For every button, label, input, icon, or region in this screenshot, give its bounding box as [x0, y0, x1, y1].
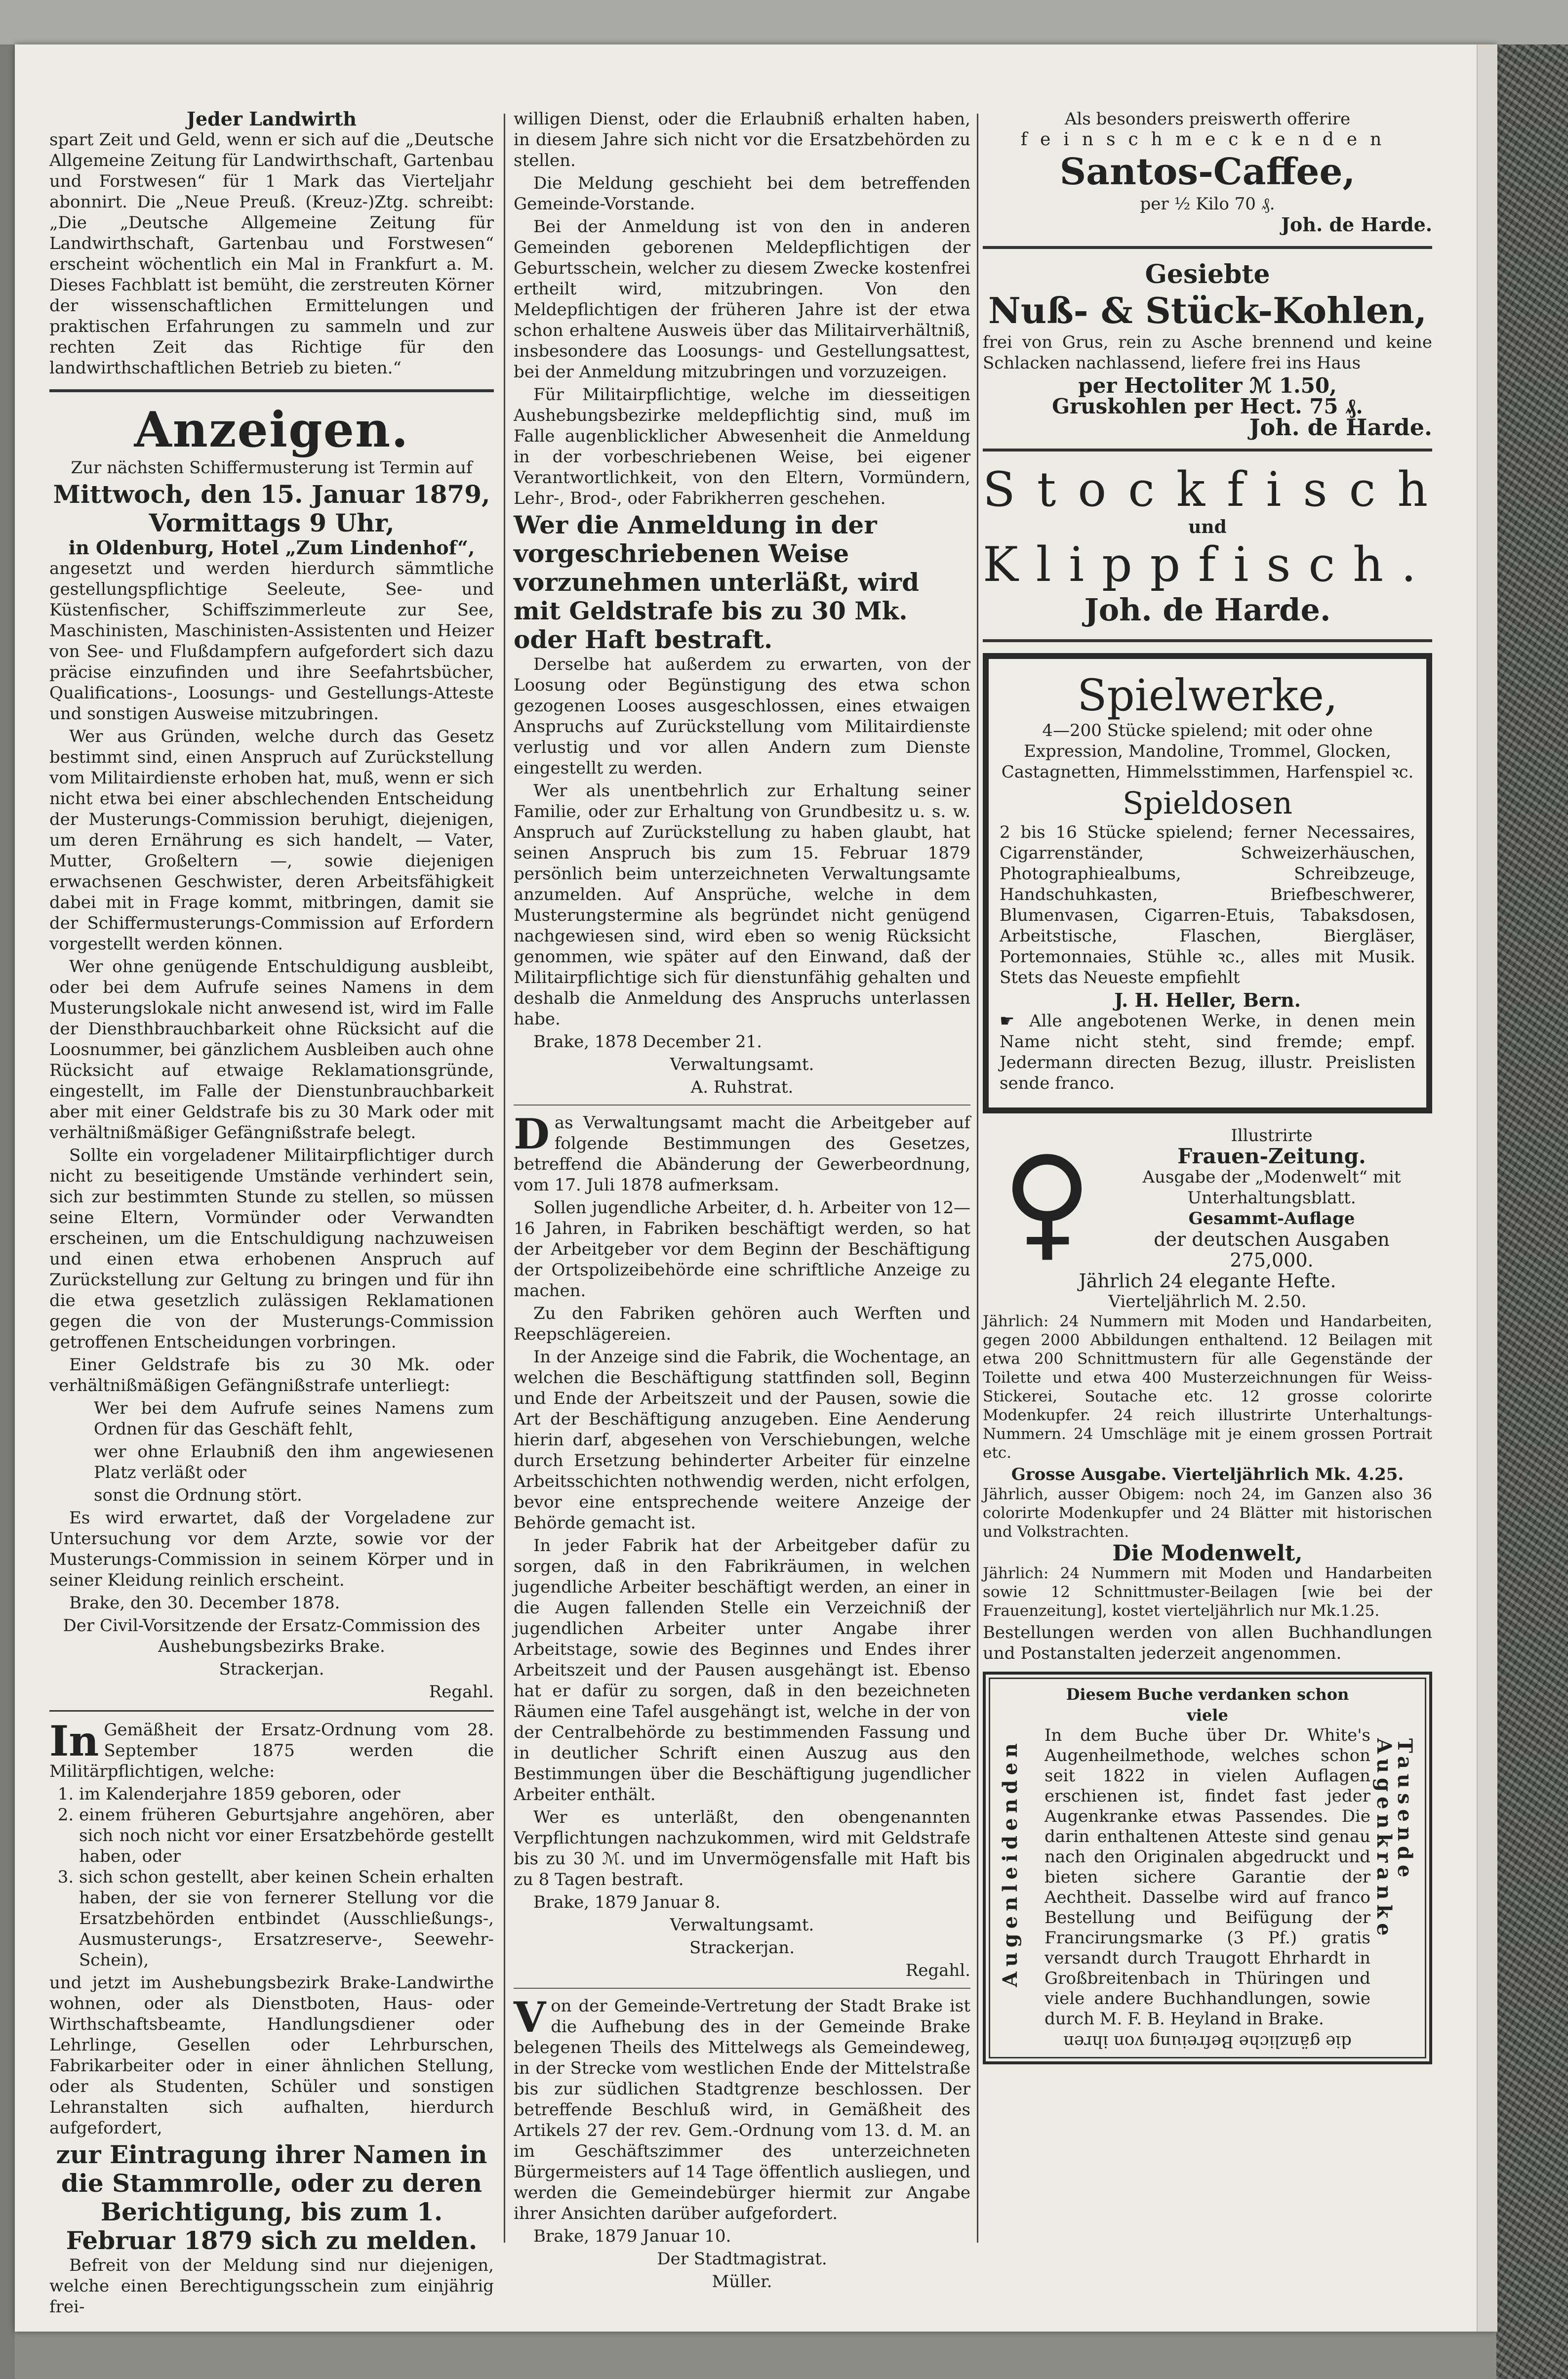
frauen-auflage: der deutschen Ausgaben 275,000. [1154, 1229, 1390, 1271]
gewerbe-signature-3: Regahl. [905, 1961, 970, 1980]
musterung-dateline: Brake, den 30. December 1878. [69, 1593, 340, 1613]
gewerbe-para-5: In jeder Fabrik hat der Arbeitgeber dafür zu sorgen, daß in den Fabrikräumen, in welchen jugendliche Arbeiter beschäftigt werden, an einer in die Augen fallenden Stelle ein Verzeichniß der jugendlichen Arbeiter unter Angabe ihrer Arbeitstage, sowie des Beginnes und Endes ihrer Arbeitszeit und der Pausen ausgehängt ist. Ebenso hat er dafür zu sorgen, daß in den bezeichneten Räumen eine Tafel ausgehängt ist, welche in der von der Centralbehörde zu bestimmenden Fassung und in deutlicher Schrift einen Auszug aus den Bestimmungen über die Beschäftigung jugendlicher Arbeiter enthält. [514, 1536, 970, 1805]
augenheil-bottom: die gänzliche Befreiung von ihren [1063, 2032, 1352, 2051]
musterung-para-5: Einer Geldstrafe bis zu 30 Mk. oder verhältnißmäßigen Gefängnißstrafe unterliegt: [49, 1355, 494, 1395]
gewerbe-signature-2: Strackerjan. [689, 1938, 795, 1958]
fisch-signature: Joh. de Harde. [1084, 592, 1331, 628]
divider [49, 389, 494, 392]
ersatz-list-item-1: 1. im Kalenderjahre 1859 geboren, oder [79, 1784, 494, 1805]
column-2 [514, 109, 970, 2294]
page-binding [1477, 44, 1497, 2332]
column-rule-1 [504, 114, 505, 2243]
spielwerke-ad [983, 653, 1432, 1113]
spieldosen-title: Spieldosen [1123, 785, 1292, 821]
kaffee-spaced: feinschmeckenden [1020, 129, 1395, 150]
gewerbe-para-3: Zu den Fabriken gehören auch Werften und Reepschlägereien. [514, 1304, 970, 1344]
weg-para-1: on der Gemeinde-Vertretung der Stadt Brake ist die Aufhebung des in der Gemeinde Brake belegenen Theils des Mittelwegs als Gemeindeweg, in der Strecke vom westlichen Ende der Mittelstraße bis zur südlichen Stadtgrenze beschlossen. Der betreffende Beschluß wird, in Gemäßheit des Artikels 27 der rev. Gem.-Ordnung vom 13. d. M. an im Geschäftszimmer des unterzeichneten Bürgermeisters auf 14 Tage öffentlich ausliegen, und werden die Gemeindebürger hiermit zur Angabe ihrer Ansichten darüber aufgefordert. [514, 1996, 970, 2223]
anzeigen-heading: Anzeigen. [134, 402, 409, 458]
divider [983, 246, 1432, 249]
ersatz-cont-para-5: Derselbe hat außerdem zu erwarten, von der Loosung oder Begünstigung des etwa schon gezogenen Looses ausgeschlossen, eines etwaigen Anspruchs auf Zurückstellung vom Militairdienste verlustig und vor allen Andern zum Dienste eingestellt zu werden. [514, 655, 970, 778]
ersatz-cont-headline: Wer die Anmeldung in der vorgeschriebenen Weise vorzunehmen unterläßt, wird mit Geldstrafe bis zu 30 Mk. oder Haft bestraft. [514, 510, 920, 654]
gewerbe-date: Brake, 1879 Januar 8. [533, 1892, 721, 1912]
weg-date: Brake, 1879 Januar 10. [533, 2226, 731, 2246]
ersatz-list-item-3: 3. sich schon gestellt, aber keinen Schein erhalten haben, der sie von fernerer Stellung vor die Ersatzbehörden entbindet (Ausschließungs-, Ausmusterungs-, Ersatzreserve-, Seewehr-Schein), [79, 1867, 494, 1970]
musterung-place: in Oldenburg, Hotel „Zum Lindenhof“, [68, 536, 475, 559]
divider [983, 449, 1432, 451]
kaffee-title: Santos-Caffee, [1059, 151, 1356, 193]
weg-dropcap: V [514, 1993, 546, 2042]
ersatz-para-3: Befreit von der Meldung sind nur diejenigen, welche einen Berechtigungsschein zum einjährig frei- [49, 2256, 494, 2317]
frauen-grosse-body: Jährlich, ausser Obigem: noch 24, im Ganzen also 36 colorirte Modenkupfer und 24 Blätter mit historischen und Volkstrachten. [983, 1485, 1432, 1541]
musterung-signature-3: Regahl. [429, 1682, 494, 1702]
ersatz-cont-para-3: Bei der Anmeldung ist von den in anderen Gemeinden geborenen Meldepflichtigen der Geburtsschein, welcher zu diesem Zwecke kostenfrei ertheilt wird, mitzubringen. Von den Meldepflichtigen der früheren Jahre ist der etwa schon erhaltene Ausweis über das Militairverhältniß, insbesondere das Loosungs- und Gestellungsattest, bei der Anmeldung mitzubringen und vorzuzeigen. [514, 217, 970, 382]
stockfisch-title: Stockfisch [983, 462, 1450, 517]
kaffee-intro: Als besonders preiswerth offerire [1064, 109, 1351, 129]
gewerbe-para-4: In der Anzeige sind die Fabrik, die Wochentage, an welchen die Beschäftigung stattfinden soll, Beginn und Ende der Arbeitszeit und der Pausen, sowie die Art der Beschäftigung anzugeben. Eine Aenderung hierin darf, abgesehen von Verschiebungen, welche durch Ersetzung behinderter Arbeiter für einzelne Arbeitsschichten nothwendig werden, nicht erfolgen, bevor eine entsprechende weitere Anzeige der Behörde gemacht ist. [514, 1347, 970, 1533]
notice-landwirth-body: spart Zeit und Geld, wenn er sich auf die „Deutsche Allgemeine Zeitung für Landwirthschaft, Gartenbau und Forstwesen“ für 1 Mark das Vierteljahr abonnirt. Die „Neue Preuß. (Kreuz-)Ztg. schreibt: „Die „Deutsche Allgemeine Zeitung für Landwirthschaft, Gartenbau und Forstwesen“ erscheint wöchentlich ein Mal in Frankfurt a. M. Dieses Fachblatt ist bemüht, die zerstreuten Körner der wissenschaftlichen Ermittelungen und praktischen Erfahrungen zu sammeln und zur rechten Zeit das Richtige für den landwirthschaftlichen Betrieb zu bieten.“ [49, 130, 494, 378]
spielwerke-body-1: 4—200 Stücke spielend; mit oder ohne Expression, Mandoline, Trommel, Glocken, Castagnetten, Himmelsstimmen, Harfenspiel ꝛc. [1001, 721, 1414, 782]
ersatz-cont-date: Brake, 1878 December 21. [533, 1032, 762, 1052]
augenheil-right-label: Tausende Augenkranke [1372, 1738, 1416, 1941]
musterung-para-3: Wer ohne genügende Entschuldigung ausbleibt, oder bei dem Aufrufe seines Namens in dem Musterungslokale nicht anwesend ist, wird im Falle der Diensthbrauchbarkeit ohne Rücksicht auf die Loosnummer, bei gänzlichem Ausbleiben auch ohne Rücksicht auf etwaige Reklamationsgründe, eingestellt, im Falle der Dienstunbrauchbarkeit aber mit einer Geldstrafe bis zu 30 Mark oder mit verhältnißmäßiger Gefängnißstrafe belegt. [49, 957, 494, 1143]
musterung-para-6: Es wird erwartet, daß der Vorgeladene zur Untersuchung vor dem Arzte, sowie vor der Musterungs-Commission in seinem Körper und in seiner Kleidung reinlich erscheint. [49, 1508, 494, 1590]
musterung-list-2: wer ohne Erlaubniß den ihm angewiesenen Platz verläßt oder [94, 1442, 494, 1482]
gewerbe-para-2: Sollen jugendliche Arbeiter, d. h. Arbeiter von 12—16 Jahren, in Fabriken beschäftigt werden, so hat der Arbeitgeber vor dem Beginn der Beschäftigung der Ortspolizeibehörde eine schriftliche Anzeige zu machen. [514, 1198, 970, 1301]
spielwerke-body-2: 2 bis 16 Stücke spielend; ferner Necessaires, Cigarrenständer, Schweizerhäuschen, Photographiealbums, Schreibzeuge, Handschuhkasten, Briefbeschwerer, Blumenvasen, Cigarren-Etuis, Tabaksdosen, Arbeitstische, Flaschen, Biergläser, Portemonnaies, Stühle ꝛc., alles mit Musik. Stets das Neueste empfiehlt [1000, 822, 1415, 987]
frauen-zeitung-ad [983, 1125, 1432, 1312]
gewerbe-para-1: as Verwaltungsamt macht die Arbeitgeber auf folgende Bestimmungen des Gesetzes, betreffend die Abänderung der Gewerbeordnung, vom 17. Juli 1878 aufmerksam. [514, 1113, 970, 1195]
notice-landwirth-title: Jeder Landwirth [186, 108, 357, 130]
kohlen-body: frei von Grus, rein zu Asche brennend und keine Schlacken nachlassend, liefere frei ins Haus [983, 332, 1432, 373]
spielwerke-title: Spielwerke, [1077, 670, 1338, 721]
divider [514, 1105, 970, 1106]
augenheil-body: In dem Buche über Dr. White's Augenheilmethode, welches schon seit 1822 in vielen Auflagen erschienen ist, findet fast jeder Augenkranke etwas Passendes. Die darin enthaltenen Atteste sind genau nach den Originalen abgedruckt und bieten sichere Garantie der Aechtheit. Dasselbe wird auf franco Bestellung und Beifügung der Francirungsmarke (3 Pf.) gratis versandt durch Traugott Ehrhardt in Großbreitenbach in Thüringen und viele andere Buchhandlungen, sowie durch M. F. B. Heyland in Brake. [1045, 1725, 1370, 2029]
modenwelt-body: Jährlich: 24 Nummern mit Moden und Handarbeiten sowie 12 Schnittmuster-Beilagen [wie bei der Frauenzeitung], kostet vierteljährlich nur Mk.1.25. [983, 1564, 1432, 1620]
ersatz-list [49, 1784, 494, 1970]
kaffee-signature: Joh. de Harde. [1281, 213, 1432, 236]
ersatz-dropcap: In [49, 1717, 99, 1765]
scanner-top-strip [0, 0, 1568, 44]
gewerbe-dropcap: D [514, 1109, 550, 1158]
ersatz-para-2: und jetzt im Aushebungsbezirk Brake-Landwirthe wohnen, oder als Dienstboten, Haus- oder Wirthschaftsbeamte, Handlungsdiener oder Lehrlinge, Gesellen oder Lehrburschen, Fabrikarbeiter oder in einer ähnlichen Stellung, oder als Studenten, Schüler und sonstigen Lehranstalten sich aufhalten, hierdurch aufgefordert, [49, 1973, 494, 2138]
frauen-grosse-ausgabe: Grosse Ausgabe. Vierteljährlich Mk. 4.25. [1011, 1465, 1404, 1484]
modenwelt-title: Die Modenwelt, [1112, 1541, 1303, 1566]
kohlen-price-2: Gruskohlen per Hect. 75 ₰. [1052, 394, 1363, 418]
ersatz-cont-para-4: Für Militairpflichtige, welche im diesseitigen Aushebungsbezirke meldepflichtig sind, muß im Falle augenblicklicher Abwesenheit die Anmeldung in der vorbeschriebenen Weise, bei eigener Verantwortlichkeit, von den Eltern, Vormündern, Lehr-, Brod-, oder Fabrikherren geschehen. [514, 385, 970, 508]
frauen-subtitle: Ausgabe der „Modenwelt“ mit Unterhaltungsblatt. [1142, 1167, 1401, 1208]
frauen-zeitung-logo-icon: ♀ [1002, 1130, 1092, 1273]
musterung-para-4: Sollte ein vorgeladener Militairpflichtiger durch nicht zu beseitigende Umstände verhindert sein, sich zur bestimmten Stunde zu stellen, so müssen seine Eltern, Vormünder oder Verwandten erscheinen, um die Entschuldigung nachzuweisen und einen etwa erhobenen Anspruch auf Zurückstellung zur Geltung zu bringen und für ihn die etwa gesetzlich zulässigen Reklamationen gegen die von der Musterungs-Commission getroffenen Entscheidungen vorbringen. [49, 1146, 494, 1352]
frauen-list: Jährlich: 24 Nummern mit Moden und Handarbeiten, gegen 2000 Abbildungen enthaltend. 12 Beilagen mit etwa 200 Schnittmustern für alle Gegenstände der Toilette und etwa 400 Musterzeichnungen für Weiss-Stickerei, Soutache etc. 12 grosse colorirte Modenkupfer. 24 reich illustrirte Unterhaltungs-Nummern. 24 Umschläge mit je einem grossen Portrait etc. [983, 1313, 1432, 1462]
column-rule-2 [977, 114, 978, 2243]
musterung-para-2: Wer aus Gründen, welche durch das Gesetz bestimmt sind, einen Anspruch auf Zurückstellung vom Militairdienste erhoben hat, muß, wenn er sich nicht etwa bei einer abschlechenden Entscheidung der Musterungs-Commission beruhigt, diejenigen, um deren Ernährung es sich handelt, — Vater, Mutter, Großeltern —, sowie diejenigen erwachsenen Geschwister, deren Arbeitsfähigkeit dabei mit in Frage kommt, mitbringen, damit sie der Schiffermusterungs-Commission auf Erfordern vorgestellt werden können. [49, 727, 494, 954]
kohlen-price-1: per Hectoliter ℳ 1.50, [1078, 373, 1337, 398]
klippfisch-title: Klippfisch. [983, 537, 1434, 592]
ersatz-cont-para-1: willigen Dienst, oder die Erlaubniß erhalten haben, in diesem Jahre sich nicht vor die Ersatzbehörden zu stellen. [514, 109, 970, 170]
scanner-left-edge [0, 44, 15, 2379]
ersatz-cont-para-6: Wer als unentbehrlich zur Erhaltung seiner Familie, oder zur Erhaltung von Grundbesitz u. s. w. Anspruch auf Zurückstellung zu haben glaubt, hat seinen Anspruch bis zum 15. Februar 1879 persönlich beim unterzeichneten Verwaltungsamte anzumelden. Auf Ansprüche, welche in dem Musterungstermine als begründet nicht genügend nachgewiesen sind, wird eben so wenig Rücksicht genommen, wie später auf den Einwand, daß der Militairpflichtige sich für dienstunfähig gehalten und deshalb die Anmeldung des Anspruchs unterlassen habe. [514, 781, 970, 1029]
frauen-gesamt: Gesammt-Auflage [1188, 1209, 1355, 1229]
ersatz-cont-signature-2: A. Ruhstrat. [690, 1077, 794, 1097]
weg-signature-1: Der Stadtmagistrat. [657, 2249, 827, 2269]
augenheil-top: Diesem Buche verdanken schon viele [1066, 1685, 1349, 1724]
ersatz-para-1: Gemäßheit der Ersatz-Ordnung vom 28. September 1875 werden die Militärpflichtigen, welche: [49, 1720, 494, 1781]
augenheil-left-label: Augenleidenden [999, 1738, 1022, 1987]
augenheil-ad [983, 1672, 1432, 2064]
column-1 [49, 109, 494, 2319]
frauen-title: Frauen-Zeitung. [1177, 1144, 1366, 1168]
divider [983, 639, 1432, 642]
modenwelt-footer: Bestellungen werden von allen Buchhandlungen und Postanstalten jederzeit angenommen. [983, 1623, 1432, 1663]
frauen-vierteljaehrlich: Vierteljährlich M. 2.50. [1108, 1292, 1307, 1312]
ersatz-cont-para-2: Die Meldung geschieht bei dem betreffenden Gemeinde-Vorstande. [514, 173, 970, 214]
musterung-intro: Zur nächsten Schiffermusterung ist Termin auf [71, 458, 473, 478]
musterung-para-1: angesetzt und werden hierdurch sämmtliche gestellungspflichtige Seeleute, See- und Küstenfischer, Schiffszimmerleute zur See, Maschinisten, Maschinisten-Assistenten und Heizer von See- und Flußdampfern aufgefordert sich dazu präcise einzufinden und ihre Seefahrtsbücher, Qualifications-, Loosungs- und Gestellungs-Atteste und sonstigen Ausweise mitzubringen. [49, 559, 494, 724]
kohlen-heading: Gesiebte [1145, 259, 1270, 289]
musterung-list-3: sonst die Ordnung stört. [94, 1485, 302, 1505]
book-cover-marbled-edge [1496, 44, 1568, 2379]
musterung-signature-2: Strackerjan. [219, 1659, 324, 1679]
musterung-list-1: Wer bei dem Aufrufe seines Namens zum Ordnen für das Geschäft fehlt, [94, 1398, 494, 1439]
frauen-jaehrlich: Jährlich 24 elegante Hefte. [1079, 1270, 1336, 1292]
gewerbe-signature-1: Verwaltungsamt. [670, 1915, 814, 1935]
kaffee-price: per ½ Kilo 70 ₰. [1140, 194, 1275, 214]
kohlen-title: Nuß- & Stück-Kohlen, [988, 289, 1427, 331]
column-3 [983, 109, 1450, 2064]
musterung-date: Mittwoch, den 15. Januar 1879, Vormittags 9 Uhr, [53, 480, 490, 537]
ersatz-cont-signature-1: Verwaltungsamt. [670, 1055, 814, 1074]
weg-signature-2: Müller. [712, 2272, 772, 2292]
divider [514, 1988, 970, 1989]
divider [49, 1710, 494, 1712]
spielwerke-body-3: ☛ Alle angebotenen Werke, in denen mein Name nicht steht, sind fremde; empf. Jedermann directen Bezug, illustr. Preislisten sende franco. [1000, 1011, 1415, 1093]
stockfisch-und: und [1188, 517, 1227, 537]
kohlen-signature: Joh. de Harde. [1249, 414, 1432, 441]
gewerbe-para-6: Wer es unterläßt, den obengenannten Verpflichtungen nachzukommen, wird mit Geldstrafe bis zu 30 ℳ. und im Unvermögensfalle mit Haft bis zu 8 Tagen bestraft. [514, 1807, 970, 1889]
frauen-illustrirte: Illustrirte [1231, 1126, 1313, 1146]
musterung-signature-1: Der Civil-Vorsitzende der Ersatz-Commission des Aushebungsbezirks Brake. [63, 1616, 481, 1656]
ersatz-list-item-2: 2. einem früheren Geburtsjahre angehören, aber sich noch nicht vor einer Ersatzbehörde gestellt haben, oder [79, 1805, 494, 1867]
ersatz-headline: zur Eintragung ihrer Namen in die Stammrolle, oder zu deren Berichtigung, bis zum 1. Februar 1879 sich zu melden. [56, 2140, 487, 2255]
spielwerke-firm: J. H. Heller, Bern. [1114, 989, 1301, 1011]
